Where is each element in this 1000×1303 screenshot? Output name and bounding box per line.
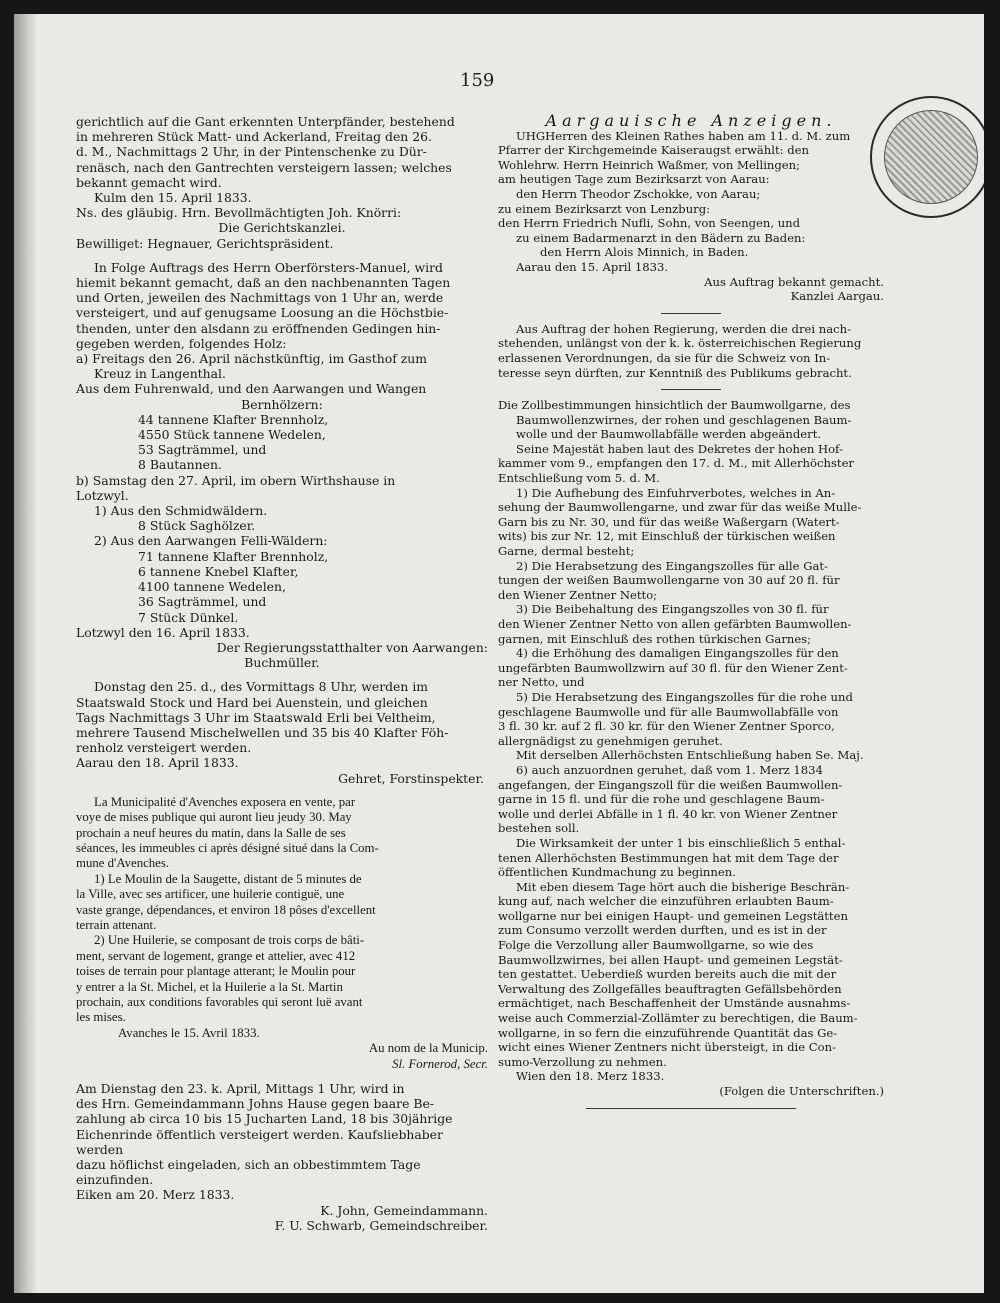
notice-date: Lotzwyl den 16. April 1833. — [76, 624, 250, 640]
text-line: den Herrn Alois Minnich, in Baden. — [540, 245, 749, 260]
text-line: kung auf, nach welcher die einzuführen erlaubten Baum- — [498, 894, 834, 909]
text-line: 2) Die Herabsetzung des Eingangszolles für alle Gat- — [516, 558, 828, 573]
text-line: Die Wirksamkeit der unter 1 bis einschließlich 5 enthal- — [516, 835, 846, 850]
notice-signature: Kanzlei Aargau. — [790, 289, 884, 304]
text-line: 1) Die Aufhebung des Einfuhrverbotes, welches in An- — [516, 485, 836, 500]
text-line: Seine Majestät haben laut des Dekretes der hohen Hof- — [516, 441, 843, 456]
notice-signature: Buchmüller. — [244, 655, 320, 671]
text-line: dazu höflichst eingeladen, sich an obbestimmtem Tage einzufinden. — [76, 1157, 421, 1188]
lot-item: 8 Stück Saghölzer. — [138, 518, 256, 534]
text-line: Tags Nachmittags 3 Uhr im Staatswald Erli bei Veltheim, — [76, 709, 436, 725]
tax-stamp — [870, 96, 984, 218]
notice-follow: (Folgen die Unterschriften.) — [719, 1084, 884, 1098]
text-line: geschlagene Baumwolle und für alle Baumwollabfälle von — [498, 704, 839, 719]
text-line: toises de terrain pour plantage atterant; le Moulin pour — [76, 964, 356, 979]
text-line: zu einem Bezirksarzt von Lenzburg: — [498, 201, 711, 216]
text-line: allergnädigst zu genehmigen geruhet. — [498, 733, 723, 748]
text-line: sehung der Baumwollengarne, und zwar für das weiße Mulle- — [498, 500, 862, 515]
section-divider — [661, 389, 721, 390]
text-line: Am Dienstag den 23. k. April, Mittags 1 Uhr, wird in — [76, 1081, 405, 1097]
lot-item: 7 Stück Dünkel. — [138, 609, 239, 625]
notice-date: Avanches le 15. Avril 1833. — [118, 1025, 260, 1040]
forest-name: Aus dem Fuhrenwald, und den Aarwangen und Wangen — [76, 381, 427, 397]
regierung-notice — [498, 322, 884, 380]
text-line: wolle und der Baumwollabfälle werden abgeändert. — [516, 427, 822, 442]
text-line: kammer vom 9., empfangen den 17. d. M., mit Allerhöchster — [498, 456, 854, 471]
notice-signature: Der Regierungsstatthalter von Aarwangen: — [216, 639, 488, 655]
lot-item: 36 Sagträmmel, und — [138, 594, 267, 610]
text-line: öffentlichen Kundmachung zu beginnen. — [498, 865, 736, 880]
text-line: tungen der weißen Baumwollengarne von 30 auf 20 fl. für — [498, 573, 840, 588]
text-line: Die Zollbestimmungen hinsichtlich der Baumwollgarne, des — [498, 398, 851, 413]
text-line: angefangen, der Eingangszoll für die weißen Baumwollen- — [498, 777, 843, 792]
text-line: versteigert, und auf genugsame Loosung an die Höchstbie- — [76, 305, 449, 321]
text-line: Entschließung vom 5. d. M. — [498, 471, 660, 486]
lot-item: 44 tannene Klafter Brennholz, — [138, 411, 329, 427]
text-line: prochain a neuf heures du matin, dans la Salle de ses — [76, 825, 346, 840]
notice-date: Wien den 18. Merz 1833. — [516, 1069, 665, 1084]
text-line: La Municipalité d'Avenches exposera en vente, par — [94, 794, 356, 809]
text-line: prochain, aux conditions favorables qui seront luë avant — [76, 995, 363, 1010]
page-number: 159 — [460, 70, 495, 91]
text-line: garnen, mit Einschluß des rothen türkischen Garnes; — [498, 631, 812, 646]
text-line: mune d'Avenches. — [76, 856, 170, 871]
text-line: gerichtlich auf die Gant erkennten Unterpfänder, bestehend — [76, 114, 455, 129]
text-line: sumo-Verzollung zu nehmen. — [498, 1054, 667, 1069]
text-line: Staatswald Stock und Hard bei Auenstein, und gleichen — [76, 694, 428, 710]
notice-date: Kulm den 15. April 1833. — [94, 190, 252, 206]
notice-date: Aarau den 15. April 1833. — [516, 259, 669, 274]
text-line: terrain attenant. — [76, 917, 157, 932]
text-line: am heutigen Tage zum Bezirksarzt von Aarau: — [498, 172, 770, 187]
text-line: 3 fl. 30 kr. auf 2 fl. 30 kr. für den Wiener Zentner Sporco, — [498, 719, 835, 734]
lot-item: 6 tannene Knebel Klafter, — [138, 563, 299, 579]
text-line: la Ville, avec ses artificer, une huilerie contiguë, une — [76, 887, 345, 902]
notice-signature: Aus Auftrag bekannt gemacht. — [704, 274, 884, 289]
forest-name: Bernhölzern: — [241, 396, 323, 412]
text-line: Baumwollenzwirnes, der rohen und geschlagenen Baum- — [516, 412, 852, 427]
notice-signature: F. U. Schwarb, Gemeindschreiber. — [274, 1217, 488, 1233]
lot-item: 53 Sagträmmel, und — [138, 442, 267, 458]
text-line: tenen Allerhöchsten Bestimmungen hat mit dem Tage der — [498, 850, 839, 865]
text-line: ungefärbten Baumwollzwirn auf 30 fl. für den Wiener Zent- — [498, 660, 848, 675]
lot-item: 4100 tannene Wedelen, — [138, 579, 286, 595]
text-line: wolle und derlei Abfälle in 1 fl. 40 kr. von Wiener Zentner — [498, 806, 838, 821]
text-line: Donstag den 25. d., des Vormittags 8 Uhr, werden im — [94, 679, 429, 695]
notice-signature: Gehret, Forstinspekter. — [338, 770, 484, 786]
notice-signature: Ns. des gläubig. Hrn. Bevollmächtigten Joh. Knörri: — [76, 205, 402, 221]
wellen-notice — [76, 679, 488, 785]
text-line: ermächtiget, nach Beschaffenheit der Umstände ausnahms- — [498, 996, 851, 1011]
text-line: erlassenen Verordnungen, da sie für die Schweiz von In- — [498, 350, 831, 365]
auction-b: b) Samstag den 27. April, im obern Wirthshause in — [76, 472, 396, 488]
text-line: vaste grange, dépendances, et environ 18 pôses d'excellent — [76, 902, 376, 917]
text-line: ner Netto, und — [498, 675, 585, 690]
section-heading: Aargauische Anzeigen. — [545, 111, 837, 130]
text-line: Verwaltung des Zollgefälles beauftragten Gefällsbehörden — [498, 981, 842, 996]
notice-signature: Sl. Fornerod, Secr. — [392, 1056, 488, 1071]
text-line: garne in 15 fl. und für die rohe und geschlagene Baum- — [498, 792, 825, 807]
wahlen-notice — [498, 129, 884, 304]
forest-name: 2) Aus den Aarwangen Felli-Wäldern: — [94, 533, 328, 549]
text-line: séances, les immeubles ci après désigné situé dans la Com- — [76, 840, 379, 855]
notice-date: Eiken am 20. Merz 1833. — [76, 1187, 235, 1203]
text-line: den Wiener Zentner Netto; — [498, 587, 658, 602]
notice-approval: Bewilliget: Hegnauer, Gerichtspräsident. — [76, 235, 334, 251]
text-line: Garne, dermal besteht; — [498, 544, 635, 559]
auction-a-place: Kreuz in Langenthal. — [94, 366, 226, 382]
lot-item: 4550 Stück tannene Wedelen, — [138, 427, 326, 443]
text-line: thenden, unter den alsdann zu eröffnenden Gedingen hin- — [76, 320, 441, 336]
text-line: bestehen soll. — [498, 821, 580, 836]
text-line: 2) Une Huilerie, se composant de trois corps de bâti- — [94, 933, 365, 948]
text-line: UHGHerren des Kleinen Rathes haben am 11. d. M. zum — [516, 128, 851, 143]
text-line: teresse seyn dürften, zur Kenntniß des Publikums gebracht. — [498, 365, 852, 380]
text-line: 1) Le Moulin de la Saugette, distant de 5 minutes de — [94, 871, 362, 886]
text-line: zum Consumo verzollt werden durften, und es ist in der — [498, 923, 827, 938]
text-line: wollgarne nur bei einigen Haupt- und gemeinen Legstätten — [498, 908, 848, 923]
eichenrinde-notice — [76, 1081, 488, 1233]
lot-item: 71 tannene Klafter Brennholz, — [138, 548, 329, 564]
text-line: wollgarne, in so fern die einzuführende Quantität das Ge- — [498, 1025, 838, 1040]
text-line: wicht eines Wiener Zentners nicht übersteigt, in die Con- — [498, 1040, 837, 1055]
text-line: Baumwollzwirnes, bei allen Haupt- und gemeinen Legstät- — [498, 952, 843, 967]
text-line: Aus Auftrag der hohen Regierung, werden die drei nach- — [516, 321, 852, 336]
text-line: ten gestattet. Ueberdieß wurden bereits auch die mit der — [498, 967, 837, 982]
stamp-crest — [884, 110, 978, 204]
notice-date: Aarau den 18. April 1833. — [76, 755, 239, 771]
auction-b-place: Lotzwyl. — [76, 487, 129, 503]
text-line: 5) Die Herabsetzung des Eingangszolles für die rohe und — [516, 689, 853, 704]
text-line: Mit eben diesem Tage hört auch die bisherige Beschrän- — [516, 879, 850, 894]
text-line: den Wiener Zentner Netto von allen gefärbten Baumwollen- — [498, 617, 852, 631]
auction-a: a) Freitags den 26. April nächstkünftig, im Gasthof zum — [76, 351, 427, 367]
text-line: den Herrn Friedrich Nufli, Sohn, von Seengen, und — [498, 216, 801, 231]
text-line: d. M., Nachmittags 2 Uhr, in der Pintenschenke zu Dür- — [76, 144, 427, 160]
text-line: renholz versteigert werden. — [76, 740, 252, 756]
text-line: ment, servant de logement, grange et attelier, avec 412 — [76, 948, 356, 963]
section-divider — [661, 313, 721, 314]
text-line: Mit derselben Allerhöchsten Entschließung haben Se. Maj. — [516, 748, 864, 763]
text-line: zahlung ab circa 10 bis 15 Jucharten Land, 18 bis 30jährige — [76, 1111, 453, 1127]
newspaper-page — [14, 14, 984, 1293]
text-line: des Hrn. Gemeindammann Johns Hause gegen baare Be- — [76, 1096, 434, 1112]
text-line: hiemit bekannt gemacht, daß an den nachbenannten Tagen — [76, 275, 451, 291]
binding-edge — [14, 14, 38, 1293]
holz-notice — [76, 260, 488, 670]
section-divider — [586, 1108, 796, 1109]
text-line: mehrere Tausend Mischelwellen und 35 bis 40 Klafter Föh- — [76, 724, 449, 740]
text-line: Pfarrer der Kirchgemeinde Kaiseraugst erwählt: den — [498, 143, 809, 158]
notice-signature: Die Gerichtskanzlei. — [218, 220, 346, 236]
lot-item: 8 Bautannen. — [138, 457, 222, 473]
text-line: Eichenrinde öffentlich versteigert werden. Kaufsliebhaber werden — [76, 1126, 443, 1157]
text-line: 4) die Erhöhung des damaligen Eingangszolles für den — [516, 646, 839, 661]
text-line: Folge die Verzollung aller Baumwollgarne, so wie des — [498, 938, 814, 953]
text-line: und Orten, jeweilen des Nachmittags von 1 Uhr an, werde — [76, 290, 444, 306]
text-line: 3) Die Beibehaltung des Eingangszolles von 30 fl. für — [516, 602, 829, 617]
text-line: Wohlehrw. Herrn Heinrich Waßmer, von Mellingen; — [498, 157, 801, 172]
text-line: wits) bis zur Nr. 12, mit Einschluß der türkischen weißen — [498, 529, 836, 544]
text-line: zu einem Badarmenarzt in den Bädern zu Baden: — [516, 230, 806, 245]
zoll-notice — [498, 398, 884, 1099]
forest-name: 1) Aus den Schmidwäldern. — [94, 503, 268, 519]
text-line: y entrer a la St. Michel, et la Huilerie a la St. Martin — [76, 979, 343, 994]
avenches-notice — [76, 795, 488, 1072]
text-line: in mehreren Stück Matt- und Ackerland, Freitag den 26. — [76, 129, 432, 145]
notice-signature: Au nom de la Municip. — [368, 1041, 488, 1056]
text-line: bekannt gemacht wird. — [76, 174, 222, 190]
gant-notice — [76, 114, 488, 251]
left-column — [76, 114, 488, 1242]
text-line: weise auch Commerzial-Zollämter zu berechtigen, die Baum- — [498, 1011, 858, 1026]
text-line: voye de mises publique qui auront lieu jeudy 30. May — [76, 810, 352, 825]
text-line: gegeben werden, folgendes Holz: — [76, 335, 287, 351]
right-column — [498, 111, 884, 1117]
text-line: den Herrn Theodor Zschokke, von Aarau; — [516, 186, 761, 201]
text-line: 6) auch anzuordnen geruhet, daß vom 1. Merz 1834 — [516, 762, 823, 777]
notice-signature: K. John, Gemeindammann. — [320, 1202, 488, 1218]
text-line: In Folge Auftrags des Herrn Oberförsters-Manuel, wird — [94, 259, 443, 275]
text-line: renäsch, nach den Gantrechten versteigern lassen; welches — [76, 159, 452, 175]
text-line: Garn bis zu Nr. 30, und für das weiße Waßergarn (Watert- — [498, 514, 840, 529]
text-line: les mises. — [76, 1010, 126, 1025]
text-line: stehenden, unlängst von der k. k. österreichischen Regierung — [498, 336, 862, 351]
